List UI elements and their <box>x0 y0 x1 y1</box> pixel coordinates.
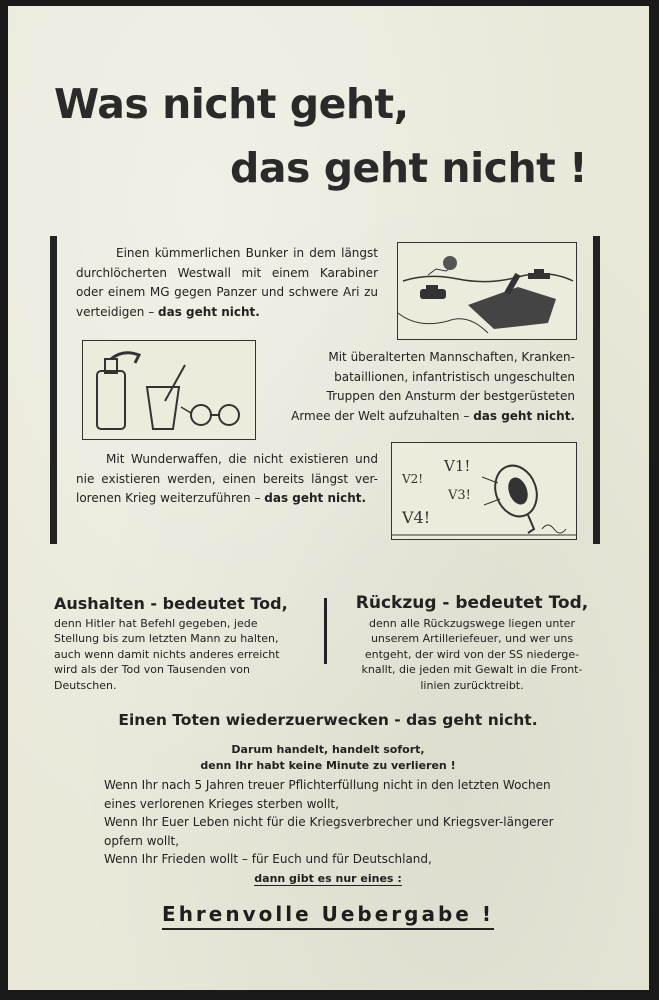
v2-label: V2! <box>402 472 424 486</box>
right-column <box>348 593 596 693</box>
left-column <box>54 596 304 693</box>
v1-label: V1! <box>444 457 471 475</box>
bottle-glass-glasses-illustration <box>82 340 256 440</box>
paragraph-wonder-weapons-emphasis: das geht nicht. <box>264 491 367 505</box>
call-to-action-line-1: Darum handelt, handelt sofort, <box>231 743 425 756</box>
v3-label: V3! <box>448 488 471 503</box>
right-column-heading: Rückzug - bedeutet Tod, <box>355 593 589 613</box>
paragraph-wonder-weapons-text: Mit Wunderwaffen, die nicht existieren und nie existieren werden, einen bereits längst ver-lorenen Krieg weiterzuführen – <box>76 452 378 505</box>
frame-right-bar <box>593 236 600 544</box>
paragraph-troops-emphasis: das geht nicht. <box>473 408 575 423</box>
conditions-list <box>104 776 574 869</box>
final-line <box>38 872 618 885</box>
framed-section <box>50 236 600 544</box>
title-line-2: das geht nicht ! <box>230 144 588 192</box>
title-line-1: Was nicht geht, <box>54 80 409 128</box>
bottom-slogan-text: Ehrenvolle Uebergabe ! <box>162 902 494 930</box>
middle-heading: Einen Toten wiederzuerwecken - das geht nicht. <box>118 711 538 729</box>
right-column-text: denn alle Rückzugswege liegen unter unserem Artilleriefeuer, und wer uns entgeht, der wird von der SS niederge-knallt, die jeden mit Gewalt in die Front-linien zurücktreibt. <box>361 616 583 692</box>
bottom-slogan <box>38 902 618 926</box>
tank-battle-illustration <box>397 242 577 340</box>
left-column-heading: Aushalten - bedeutet Tod, <box>54 594 288 613</box>
paragraph-troops <box>290 348 575 426</box>
condition-item: Wenn Ihr Frieden wollt – für Euch und für Deutschland, <box>104 852 432 866</box>
v4-label: V4! <box>402 508 431 527</box>
paragraph-wonder-weapons <box>76 450 378 509</box>
final-line-text: dann gibt es nur eines : <box>254 872 402 885</box>
call-to-action-line-2: denn Ihr habt keine Minute zu verlieren ! <box>200 759 456 772</box>
paragraph-troops-text: Mit überalterten Mannschaften, Kranken-bataillionen, infantristisch ungeschulten Truppen den Ansturm der bestgerüsteten Armee der Welt aufzuhalten – <box>291 350 575 423</box>
call-to-action <box>38 742 618 774</box>
leaflet-page <box>8 6 649 990</box>
condition-item: Wenn Ihr nach 5 Jahren treuer Pflichterfüllung nicht in den letzten Wochen eines verlorenen Krieges sterben wollt, <box>104 778 551 811</box>
paragraph-bunker-emphasis: das geht nicht. <box>158 304 260 319</box>
loudspeaker-v-weapons-illustration <box>391 442 577 540</box>
paragraph-bunker <box>76 244 378 322</box>
condition-item: Wenn Ihr Euer Leben nicht für die Kriegsverbrecher und Kriegsver-längerer opfern wollt, <box>104 815 554 848</box>
column-divider <box>324 598 327 664</box>
left-column-text: denn Hitler hat Befehl gegeben, jede Stellung bis zum letzten Mann zu halten, auch wenn damit nichts anderes erreicht wird als der Tod von Tausenden von Deutschen. <box>54 616 280 692</box>
frame-left-bar <box>50 236 57 544</box>
paragraph-bunker-text: Einen kümmerlichen Bunker in dem längst durchlöcherten Westwall mit einem Karabiner oder einem MG gegen Panzer und schwere Ari zu verteidigen – <box>76 246 378 319</box>
